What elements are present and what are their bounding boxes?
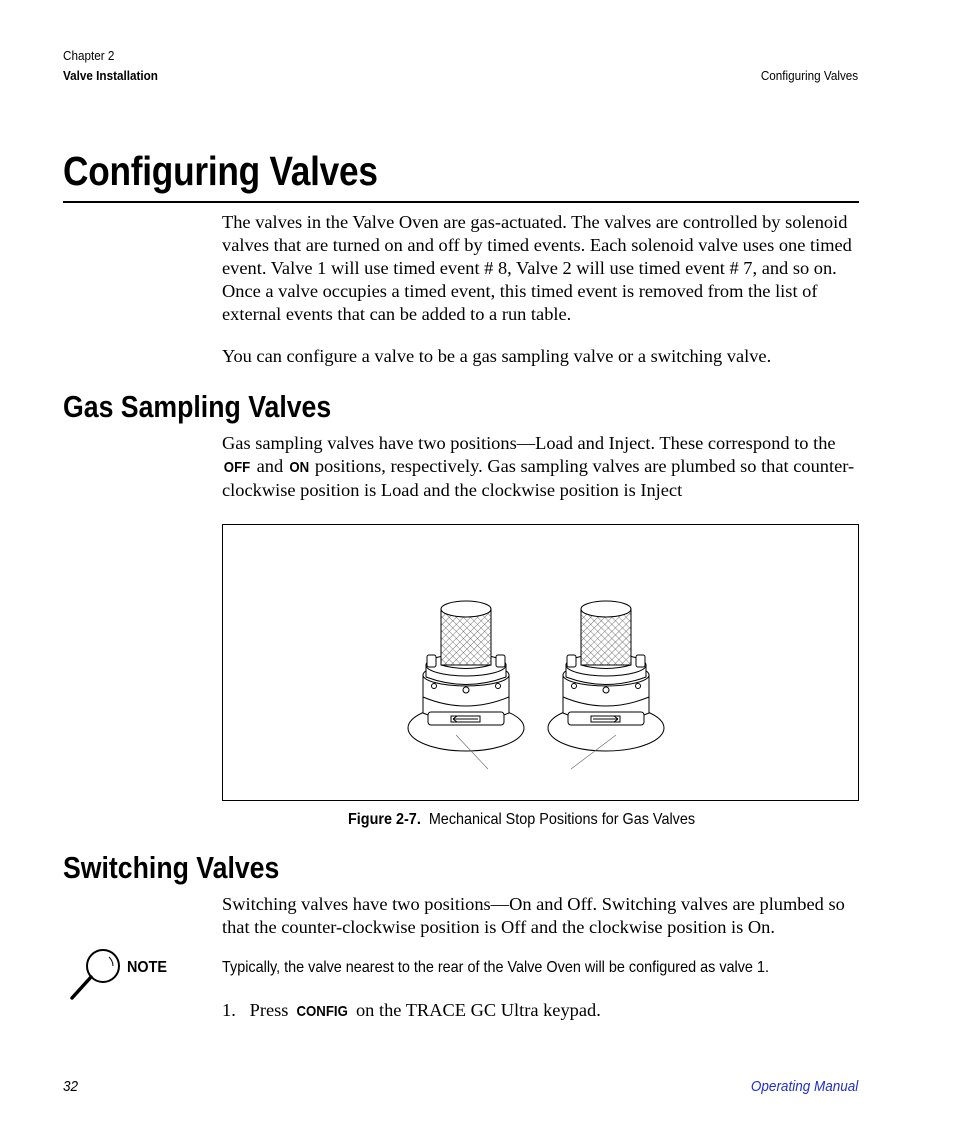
keyword-on: ON — [289, 459, 309, 477]
keyword-off: OFF — [223, 459, 251, 477]
intro-paragraph-1: The valves in the Valve Oven are gas-actuated. The valves are controlled by solenoid valves that are turned on and off by timed events. Each solenoid valve uses one timed event. Valve 1 will use timed event # 8, Valve 2 will use timed event # 7, and so on. Once a valve occupies a timed event, this timed event is removed from the list of external events that can be added to a run table. — [222, 212, 852, 325]
header-running-title: Configuring Valves — [760, 68, 858, 83]
figure-box — [222, 524, 859, 801]
header-chapter: Chapter 2 — [63, 48, 115, 63]
figure-label: Figure 2-7. — [348, 811, 421, 828]
gas-sampling-paragraph — [222, 432, 862, 502]
switching-paragraph — [222, 893, 862, 939]
magnifier-icon — [68, 948, 124, 1002]
figure-caption-text: Mechanical Stop Positions for Gas Valves — [428, 811, 696, 828]
title-rule — [63, 201, 859, 203]
page-number: 32 — [63, 1078, 79, 1095]
step-1 — [222, 1000, 601, 1021]
intro-paragraph-2: You can configure a valve to be a gas sampling valve or a switching valve. — [222, 346, 772, 367]
header-section: Valve Installation — [63, 68, 158, 83]
page-title: Configuring Valves — [63, 148, 378, 194]
gas-sampling-heading: Gas Sampling Valves — [63, 389, 332, 424]
manual-link[interactable]: Operating Manual — [750, 1078, 858, 1095]
gas-sampling-text-c: positions, respectively. Gas sampling valves are plumbed so that counter-clockwise position is Load and the clockwise position is Inject — [222, 456, 855, 501]
note-label: NOTE — [127, 959, 168, 976]
valve-left — [408, 601, 524, 769]
gas-sampling-text-a: Gas sampling valves have two positions—Load and Inject. These correspond to the — [222, 433, 836, 453]
valve-right — [548, 601, 664, 769]
keyword-config: CONFIG — [296, 1003, 348, 1020]
step-1-number: 1. — [222, 1000, 236, 1020]
step-1-text-b: on the TRACE GC Ultra keypad. — [351, 1000, 601, 1020]
gas-sampling-text-b: and — [252, 456, 288, 477]
intro-section — [222, 211, 862, 369]
figure-caption — [348, 811, 695, 829]
step-1-text-a: Press — [249, 1000, 294, 1020]
valve-illustration — [223, 525, 858, 800]
switching-text: Switching valves have two positions—On and Off. Switching valves are plumbed so that the counter-clockwise position is Off and the clockwise position is On. — [222, 894, 845, 938]
switching-heading: Switching Valves — [63, 850, 280, 885]
note-text: Typically, the valve nearest to the rear of the Valve Oven will be configured as valve 1. — [222, 959, 769, 976]
